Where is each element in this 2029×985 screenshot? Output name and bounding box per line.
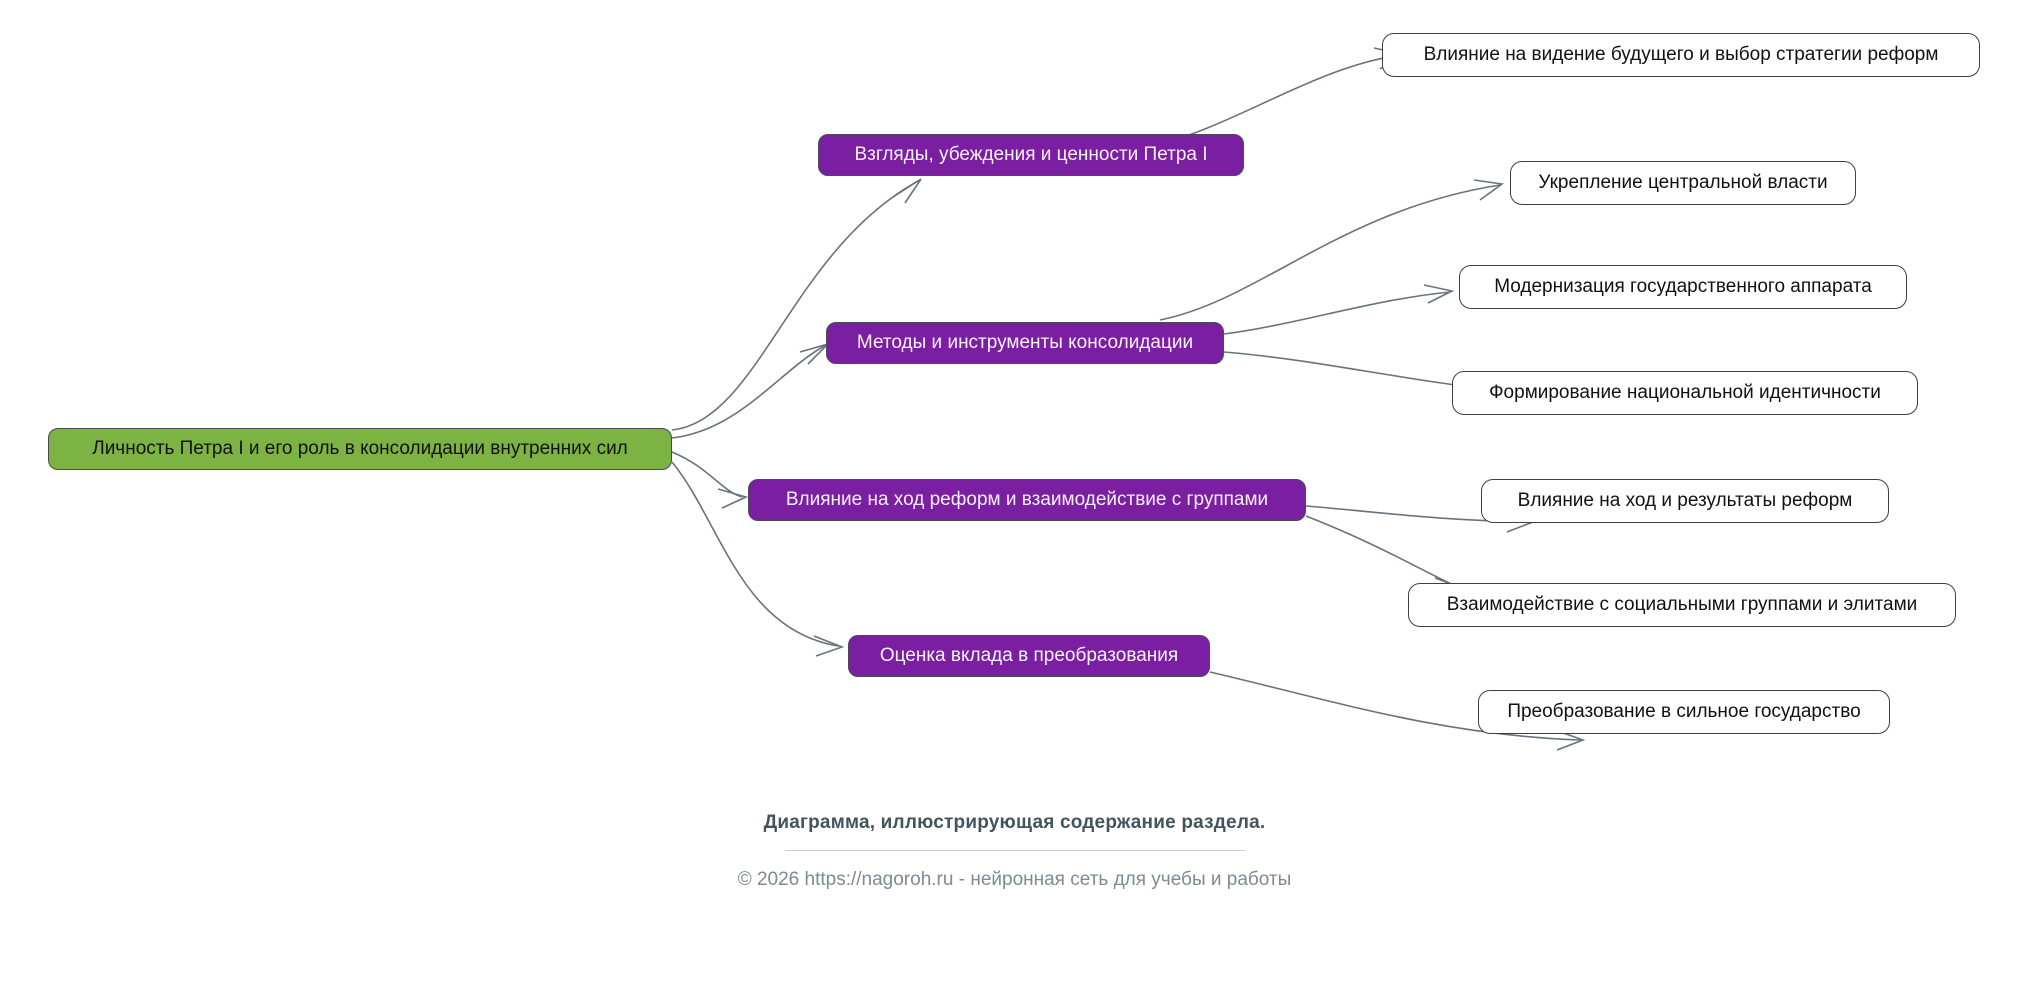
mindmap-leaf-label-3-1: Влияние на ход и результаты реформ: [1517, 490, 1853, 511]
mindmap-branch-node-4[interactable]: [848, 635, 1210, 677]
mindmap-branch-node-1[interactable]: [818, 134, 1244, 176]
mindmap-root-node[interactable]: [48, 428, 672, 470]
mindmap-leaf-node-2-3[interactable]: [1452, 371, 1918, 415]
mindmap-leaf-node-2-2[interactable]: [1459, 265, 1907, 309]
mindmap-branch-label-3: Влияние на ход реформ и взаимодействие с группами: [785, 489, 1269, 510]
mindmap-leaf-label-3-2: Взаимодействие с социальными группами и элитами: [1446, 594, 1918, 615]
caption-divider: [785, 850, 1245, 851]
diagram-caption: [0, 812, 2029, 891]
caption-title: Диаграмма, иллюстрирующая содержание раздела.: [763, 812, 1266, 833]
arrowhead-root-to-branch-1: [893, 179, 921, 203]
arrowhead-root-to-branch-4: [814, 636, 842, 656]
mindmap-leaf-label-2-3: Формирование национальной идентичности: [1489, 382, 1881, 403]
mindmap-leaf-label-4-1: Преобразование в сильное государство: [1507, 701, 1861, 722]
mindmap-root-label: Личность Петра I и его роль в консолидации внутренних сил: [92, 438, 628, 459]
edge-branch-2-leaf-1: [1160, 185, 1500, 320]
arrowhead-branch-2-leaf-1: [1474, 180, 1502, 200]
mindmap-leaf-node-1-1[interactable]: [1382, 33, 1980, 77]
mindmap-leaf-node-3-2[interactable]: [1408, 583, 1956, 627]
mindmap-leaf-node-2-1[interactable]: [1510, 161, 1856, 205]
mindmap-branch-node-2[interactable]: [826, 322, 1224, 364]
mindmap-branch-label-1: Взгляды, убеждения и ценности Петра I: [854, 144, 1208, 165]
mindmap-leaf-node-4-1[interactable]: [1478, 690, 1890, 734]
edge-root-to-branch-3: [672, 452, 742, 497]
mindmap-branch-node-3[interactable]: [748, 479, 1306, 521]
mindmap-leaf-node-3-1[interactable]: [1481, 479, 1889, 523]
mindmap-branch-label-4: Оценка вклада в преобразования: [879, 645, 1179, 666]
mindmap-branch-label-2: Методы и инструменты консолидации: [856, 332, 1194, 353]
edge-branch-3-leaf-2: [1306, 516, 1460, 588]
edge-branch-2-leaf-2: [1224, 292, 1450, 334]
edge-root-to-branch-1: [672, 180, 920, 430]
mindmap-leaf-label-2-2: Модернизация государственного аппарата: [1494, 276, 1872, 297]
caption-credit: © 2026 https://nagoroh.ru - нейронная сеть для учебы и работы: [737, 869, 1292, 890]
mindmap-leaf-label-2-1: Укрепление центральной власти: [1538, 172, 1828, 193]
mindmap-leaf-label-1-1: Влияние на видение будущего и выбор стратегии реформ: [1423, 44, 1939, 65]
